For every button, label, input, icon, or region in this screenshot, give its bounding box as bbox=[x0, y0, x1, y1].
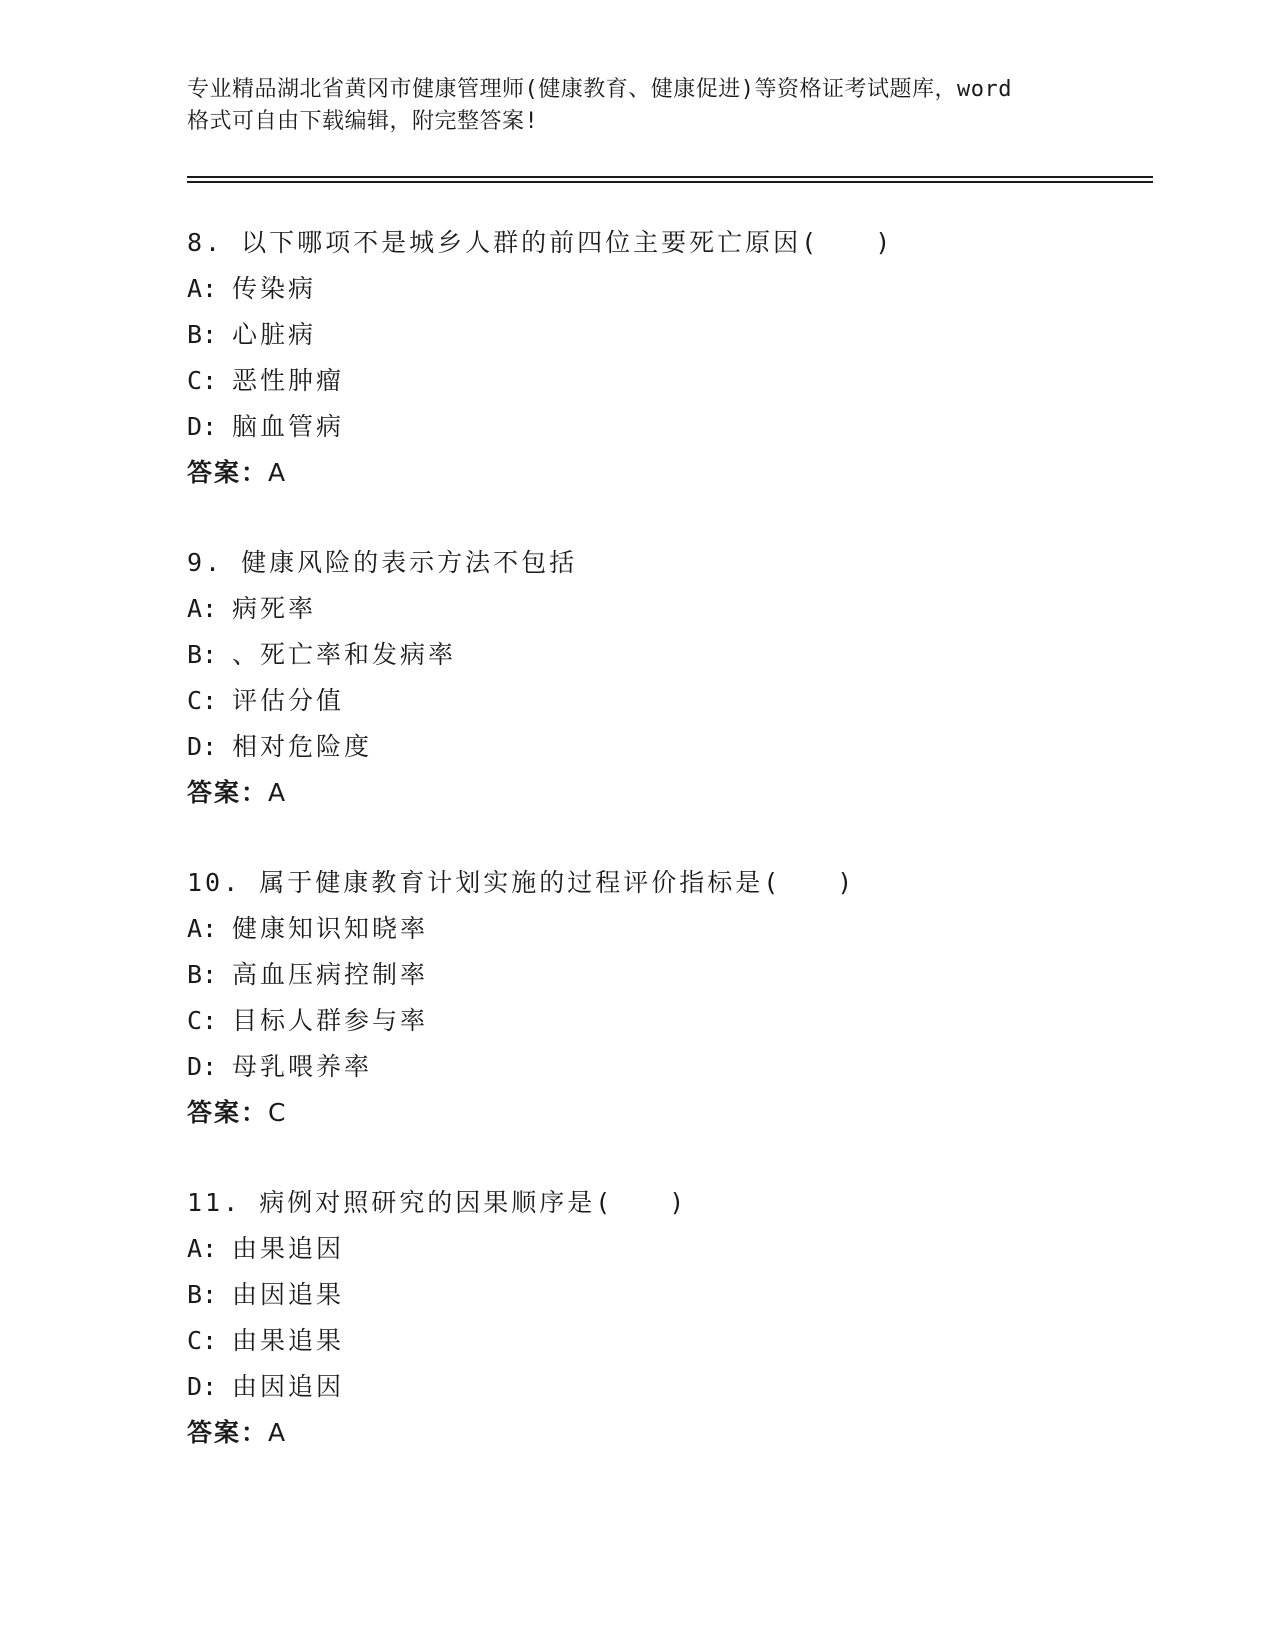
option-letter: C: bbox=[187, 1006, 218, 1035]
answer-line bbox=[187, 458, 1137, 504]
option-text: 、死亡率和发病率 bbox=[232, 640, 457, 669]
option-text: 由果追因 bbox=[232, 1234, 345, 1263]
answer-value: C bbox=[268, 1098, 286, 1127]
option-d bbox=[187, 1052, 1137, 1098]
option-letter: B: bbox=[187, 960, 218, 989]
option-text: 脑血管病 bbox=[232, 412, 345, 441]
option-a bbox=[187, 914, 1137, 960]
header-rule-top bbox=[187, 176, 1153, 178]
answer-label: 答案： bbox=[187, 1418, 269, 1447]
option-c bbox=[187, 686, 1137, 732]
question-stem: 9. 健康风险的表示方法不包括 bbox=[187, 548, 578, 577]
option-a bbox=[187, 1234, 1137, 1280]
answer-label: 答案： bbox=[187, 458, 269, 487]
option-letter: C: bbox=[187, 686, 218, 715]
option-c bbox=[187, 1006, 1137, 1052]
answer-line bbox=[187, 778, 1137, 824]
question-stem: 8. 以下哪项不是城乡人群的前四位主要死亡原因( ) bbox=[187, 228, 894, 257]
header-line-2: 格式可自由下载编辑，附完整答案! bbox=[187, 109, 539, 134]
option-text: 由因追因 bbox=[232, 1372, 345, 1401]
option-text: 传染病 bbox=[232, 274, 317, 303]
option-c bbox=[187, 1326, 1137, 1372]
option-letter: A: bbox=[187, 1234, 218, 1263]
option-letter: A: bbox=[187, 594, 218, 623]
option-a bbox=[187, 594, 1137, 640]
option-b bbox=[187, 320, 1137, 366]
option-text: 母乳喂养率 bbox=[232, 1052, 373, 1081]
answer-value: A bbox=[268, 778, 286, 807]
document-header bbox=[187, 74, 1087, 138]
option-text: 评估分值 bbox=[232, 686, 345, 715]
option-letter: C: bbox=[187, 1326, 218, 1355]
option-letter: D: bbox=[187, 732, 218, 761]
option-letter: B: bbox=[187, 320, 218, 349]
option-text: 心脏病 bbox=[232, 320, 317, 349]
option-b bbox=[187, 640, 1137, 686]
answer-value: A bbox=[268, 1418, 286, 1447]
question-block bbox=[187, 868, 1137, 1144]
option-text: 病死率 bbox=[232, 594, 317, 623]
option-text: 恶性肿瘤 bbox=[232, 366, 345, 395]
option-letter: B: bbox=[187, 640, 218, 669]
answer-line bbox=[187, 1418, 1137, 1464]
question-stem: 11. 病例对照研究的因果顺序是( ) bbox=[187, 1188, 688, 1217]
option-text: 由因追果 bbox=[232, 1280, 345, 1309]
header-rule-bottom bbox=[187, 181, 1153, 183]
question-block bbox=[187, 1188, 1137, 1464]
answer-label: 答案： bbox=[187, 1098, 269, 1127]
option-letter: A: bbox=[187, 274, 218, 303]
header-line-1: 专业精品湖北省黄冈市健康管理师(健康教育、健康促进)等资格证考试题库，word bbox=[187, 77, 1012, 102]
answer-value: A bbox=[268, 458, 286, 487]
option-d bbox=[187, 1372, 1137, 1418]
question-block bbox=[187, 548, 1137, 824]
option-text: 健康知识知晓率 bbox=[232, 914, 429, 943]
option-b bbox=[187, 960, 1137, 1006]
option-d bbox=[187, 732, 1137, 778]
option-text: 目标人群参与率 bbox=[232, 1006, 429, 1035]
option-a bbox=[187, 274, 1137, 320]
option-b bbox=[187, 1280, 1137, 1326]
option-letter: C: bbox=[187, 366, 218, 395]
option-letter: D: bbox=[187, 1052, 218, 1081]
answer-label: 答案： bbox=[187, 778, 269, 807]
option-letter: D: bbox=[187, 1372, 218, 1401]
option-letter: D: bbox=[187, 412, 218, 441]
option-c bbox=[187, 366, 1137, 412]
option-text: 由果追果 bbox=[232, 1326, 345, 1355]
question-stem: 10. 属于健康教育计划实施的过程评价指标是( ) bbox=[187, 868, 856, 897]
option-text: 高血压病控制率 bbox=[232, 960, 429, 989]
option-letter: B: bbox=[187, 1280, 218, 1309]
option-d bbox=[187, 412, 1137, 458]
option-text: 相对危险度 bbox=[232, 732, 373, 761]
option-letter: A: bbox=[187, 914, 218, 943]
answer-line bbox=[187, 1098, 1137, 1144]
question-block bbox=[187, 228, 1137, 504]
